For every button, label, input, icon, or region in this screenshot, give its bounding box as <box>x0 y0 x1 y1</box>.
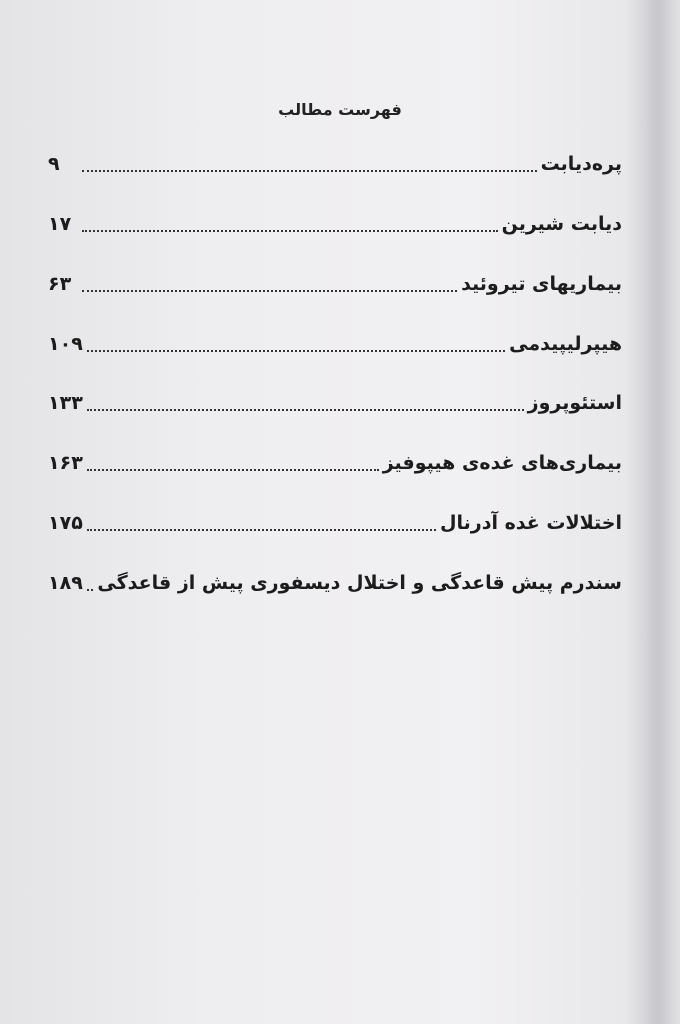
toc-page-number: ۱۰۹ <box>48 333 83 355</box>
toc-page-number: ۱۶۳ <box>48 452 83 474</box>
toc-page-number: ۱۷ <box>48 213 72 235</box>
toc-entry-label: استئوپروز <box>527 392 622 414</box>
dot-leader <box>82 170 537 172</box>
toc-entry-pms-pmdd[interactable] <box>48 559 622 599</box>
toc-entry-label: بیماری‌های غده‌ی هیپوفیز <box>382 452 622 474</box>
toc-entry-adrenal-disorders[interactable] <box>48 499 622 539</box>
dot-leader <box>87 409 524 411</box>
toc-entry-pituitary-diseases[interactable] <box>48 439 622 479</box>
page-title: فهرست مطالب <box>278 100 402 119</box>
toc-entry-label: اختلالات غده آدرنال <box>440 512 622 534</box>
toc-entry-osteoporosis[interactable] <box>48 379 622 419</box>
toc-entry-label: دیابت شیرین <box>501 213 622 235</box>
toc-page-number: ۱۷۵ <box>48 512 83 534</box>
dot-leader <box>87 589 94 591</box>
dot-leader <box>82 290 457 292</box>
toc-entry-label: هیپرلیپیدمی <box>509 333 622 355</box>
toc-page-number: ۱۸۹ <box>48 572 83 594</box>
dot-leader <box>87 350 505 352</box>
page-edge-shadow <box>646 0 680 1024</box>
dot-leader <box>82 230 498 232</box>
toc-entry-hyperlipidemia[interactable] <box>48 320 622 360</box>
toc-entry-label: پره‌دیابت <box>540 153 622 175</box>
toc-page-number: ۹ <box>48 153 60 175</box>
dot-leader <box>87 469 379 471</box>
toc-page-number: ۶۳ <box>48 273 72 295</box>
toc-entry-thyroid-diseases[interactable] <box>48 260 622 300</box>
toc-entry-prediabetes[interactable] <box>48 140 622 180</box>
dot-leader <box>87 529 436 531</box>
toc-entry-diabetes-mellitus[interactable] <box>48 200 622 240</box>
toc-page-number: ۱۳۳ <box>48 392 83 414</box>
toc-entry-label: سندرم پیش قاعدگی و اختلال دیسفوری پیش از قاعدگی <box>97 572 622 594</box>
toc-entry-label: بیماریهای تیروئید <box>461 273 622 295</box>
